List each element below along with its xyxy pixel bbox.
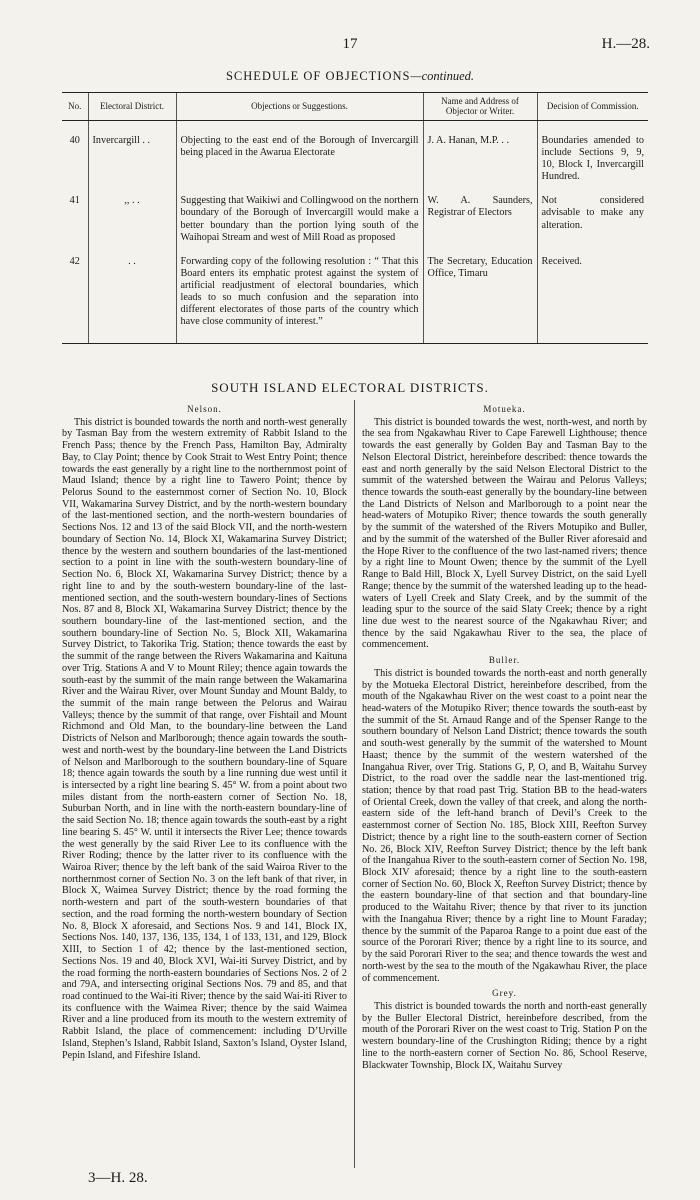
row-objection: Objecting to the east end of the Borough of Invercargill being placed in the Awarua Electorate [176,121,423,184]
district-text-grey: This district is bounded towards the north and north-east generally by the Buller Electoral District, hereinbefore described, from the mouth of the Pororari River on the west coast to Trig. Station P on the western boundary-line of the Crushington Riding; thence by a right line to the north-eastern corner of Section No. 86, School Reserve, Blackwater Township, Block IX, Waitahu Survey [362,1000,647,1071]
document-reference: H.—28. [601,36,650,52]
row-no: 40 [69,135,80,146]
table-bottom-rule [62,343,648,344]
row-district: Invercargill . . [88,121,176,184]
row-objection: Suggesting that Waikiwi and Collingwood on the northern boundary of the Borough of Invercargill would make a better boundary than the portion lying south of the Waihopai Stream and west of Mill Road as proposed [176,183,423,243]
objections-table [62,92,648,343]
row-objector: The Secretary, Education Office, Timaru [423,244,537,329]
district-text-nelson: This district is bounded towards the north and north-west generally by Tasman Bay from the western extremity of Rabbit Island to the French Pass; thence by the French Pass, Hamilton Bay, Admiralty Bay, to Clay Point; thence by Cook Strait to West Entry Point; thence towards the east generally by a right line to the northernmost point of Maud Island; thence by a right line to Tawero Point; thence by Pelorus Sound to the easternmost corner of Section No. 10, Block VII, Wakamarina Survey District, and by the north-western boundary of the last-mentioned section, and the north-western boundaries of Sections Nos. 12 and 13 of the said Block VII, and the north-western boundary of Section No. 14, Block XI, Wakamarina Survey District; thence by the western and southern boundaries of the last-mentioned section to a point in line with the south-western boundary-line of Section No. 6, Block XI, Wakamarina Survey District; thence by a right line to and by the south-western boundary-line of the last-mentioned section, and the south-western boundary-lines of Sections Nos. 87 and 8, Block XI, Wakamarina Survey District; thence by the southern boundary-line of the last-mentioned section, and the southern boundary-line of Section No. 5, Block XII, Wakamarina Survey District, to Takorika Trig. Station; thence towards the east by the summit of the range between the Rivers Wakamarina and Kaituna over Trig. Stations A and V to Mount Riley; thence again towards the south-east by the summit of the main range between the Wakamarina River and the Wairau River, over Mount Sunday and Mount Baldy, to the summit of the main range between the Pelorus and Wairau Valleys; thence by the summit of that range, over Fishtail and Mount Richmond and Old Man, to the boundary-line between the Land Districts of Nelson and Marlborough; thence again towards the south-west and north-west by the boundary-line between the Land Districts of Nelson and Marlborough to the southern boundary-line of Square 18; thence again towards the south by a line running due west until it is intersected by a right line bearing S. 45° W. from a point about two miles distant from the north-eastern corner of Section No. 18, Suburban North, and in line with the north-eastern boundary-line of the said Section No. 18; thence again towards the south-east by a right line bearing S. 45° W. until it intersects the River Lee; thence towards the west generally by the said River Lee to its confluence with the River Roding; thence by the latter river to its confluence with the Wairoa River; thence by the left bank of the said Wairoa River to the northernmost corner of Section No. 3 on the left bank of that river, in Block X, Waimea Survey District; thence by the road forming the north-western and part of the south-western boundaries of that section, and the road forming the north-western boundary of Section No. 8, Block X aforesaid, and Sections Nos. 9 and 141, Block IX, Sections Nos. 140, 137, 136, 135, 134, 1 of 133, 131, and 129, Block XIII, to Section 1 of 42; thence by the last-mentioned section, Sections Nos. 19 and 40, Block XVI, Wai-iti Survey District, and by the road forming the north-eastern boundaries of Sections Nos. 2 of 2 and 79A, and intersecting original Sections Nos. 79 and 85, and that road continued to the Wai-iti River; thence by the said Wai-iti River to its confluence with the Waimea River; thence by the said Waimea River and a line produced from its mouth to the western extremity of Rabbit Island, the place of commencement: including D’Urville Island, Stephen’s Island, Rabbit Island, Saxton’s Island, Oyster Island, Pepin Island, and Fifeshire Island. [62,416,347,1061]
district-text-buller: This district is bounded towards the north-east and north generally by the Motueka Electoral District, hereinbefore described, from the mouth of the Ngakawhau River on the west coast to a point near the head-waters of the Motupiko River; thence towards the south-east by the summit of the St. Arnaud Range and of the Spenser Range to the southern boundary of Nelson Land District; thence towards the south and south-west generally by the summit of the watershed to Mount Haast; thence by the summit of the western watershed of the Inangahua River, over Trig. Stations G, P, O, and B, Waitahu Survey District, to the road over the saddle near the last-mentioned trig. station; thence by that road past Trig. Station BB to the head-waters of Oriental Creek, down the valley of that creek, and along the north-eastern side of the left-hand branch of Devil’s Creek to the easternmost corner of Section No. 185, Block XIII, Reefton Survey District; thence by a right line to the south-eastern corner of Section No. 26, Block XIV, Reefton Survey District; thence by the left bank of the Inangahua River to the south-eastern corner of Section No. 198, Block XIV aforesaid; thence by a right line to the south-eastern corner of Section No. 60, Block X, Reefton Survey District; thence by the eastern boundary-line of that section and that boundary-line produced to the Waitahu River; thence by that river to its junction with the Inangahua River; thence by a right line to Mount Faraday; thence by the summit of the Paparoa Range to a point due east of the source of the Pororari River; thence by a right line to its source, and by the said Pororari River to the sea; and thence towards the west and north-west by the sea to the mouth of the Ngakawhau River, the place of commencement. [362,667,647,984]
district-heading-nelson: Nelson. [187,404,222,414]
row-objection: Forwarding copy of the following resolution : “ That this Board enters its emphatic protest against the system of artificial readjustment of electoral boundaries, which leads to so much confusion and the separation into different electorates of those parts of the country which have close community of interest.” [176,244,423,329]
table-header-row [62,93,648,121]
schedule-title [0,69,700,84]
two-column-body [62,400,648,1168]
page-number: 17 [342,36,358,52]
col-header-no: No. [62,93,88,121]
table-row [62,121,648,184]
district-text-motueka: This district is bounded towards the west, north-west, and north by the sea from Ngakawhau River to Cape Farewell Lighthouse; thence towards the east generally by Golden Bay and Tasman Bay to the Nelson Electoral District, hereinbefore described: thence towards the east and north generally by the said Nelson Electoral District to the summit of the watershed between the Wairau and Pelorus Valleys; thence towards the south-east generally by the boundary-line between the Land Districts of Nelson and Marlborough to a point near the head-waters of Motupiko River; thence towards the south generally by the summit of the watershed of the Rivers Motupiko and Buller, and by the summit of the watershed of the Buller River aforesaid and the Hope River to the confluence of the two last-named rivers; thence by a right line to Mount Owen; thence by the summit of the Lyell Range to Bald Hill, Block X, Lyell Survey District, on the said Lyell Range; thence by the summit of the watershed leading up to the head-waters of Lyell Creek and Slaty Creek, and by the summit of the leading spur to the source of the said Slaty Creek; thence by a right line due west to the nearest source of the Ngakawhau River; and thence by the said Ngakawhau River to the sea, the place of commencement. [362,416,647,651]
row-district: ,, . . [88,183,176,243]
col-header-objector: Name and Address of Objector or Writer. [423,93,537,121]
footer-signature: 3—H. 28. [88,1170,148,1186]
table-spacer-row [62,328,648,343]
row-decision: Not considered advisable to make any alteration. [537,183,648,243]
col-header-objections: Objections or Suggestions. [176,93,423,121]
right-column [354,400,647,1168]
section-title: SOUTH ISLAND ELECTORAL DISTRICTS. [211,380,489,395]
district-heading-buller: Buller. [488,655,521,666]
schedule-title-suffix: —continued. [410,69,475,83]
row-decision: Received. [537,244,648,329]
row-objector: J. A. Hanan, M.P. . . [423,121,537,184]
district-heading-motueka: Motueka. [483,404,526,414]
district-heading-grey: Grey. [492,988,517,999]
row-no: 42 [69,255,80,267]
table-row [62,244,648,329]
row-objector: W. A. Saunders, Registrar of Electors [423,183,537,243]
col-header-decision: Decision of Commission. [537,93,648,121]
row-decision: Boundaries amended to include Sections 9, 9, 10, Block I, Invercargill Hundred. [537,121,648,184]
left-column [62,400,354,1168]
row-district: . . [88,244,176,329]
row-no: 41 [69,195,80,207]
schedule-title-text: SCHEDULE OF OBJECTIONS [225,69,411,83]
table-row [62,183,648,243]
col-header-district: Electoral District. [88,93,176,121]
